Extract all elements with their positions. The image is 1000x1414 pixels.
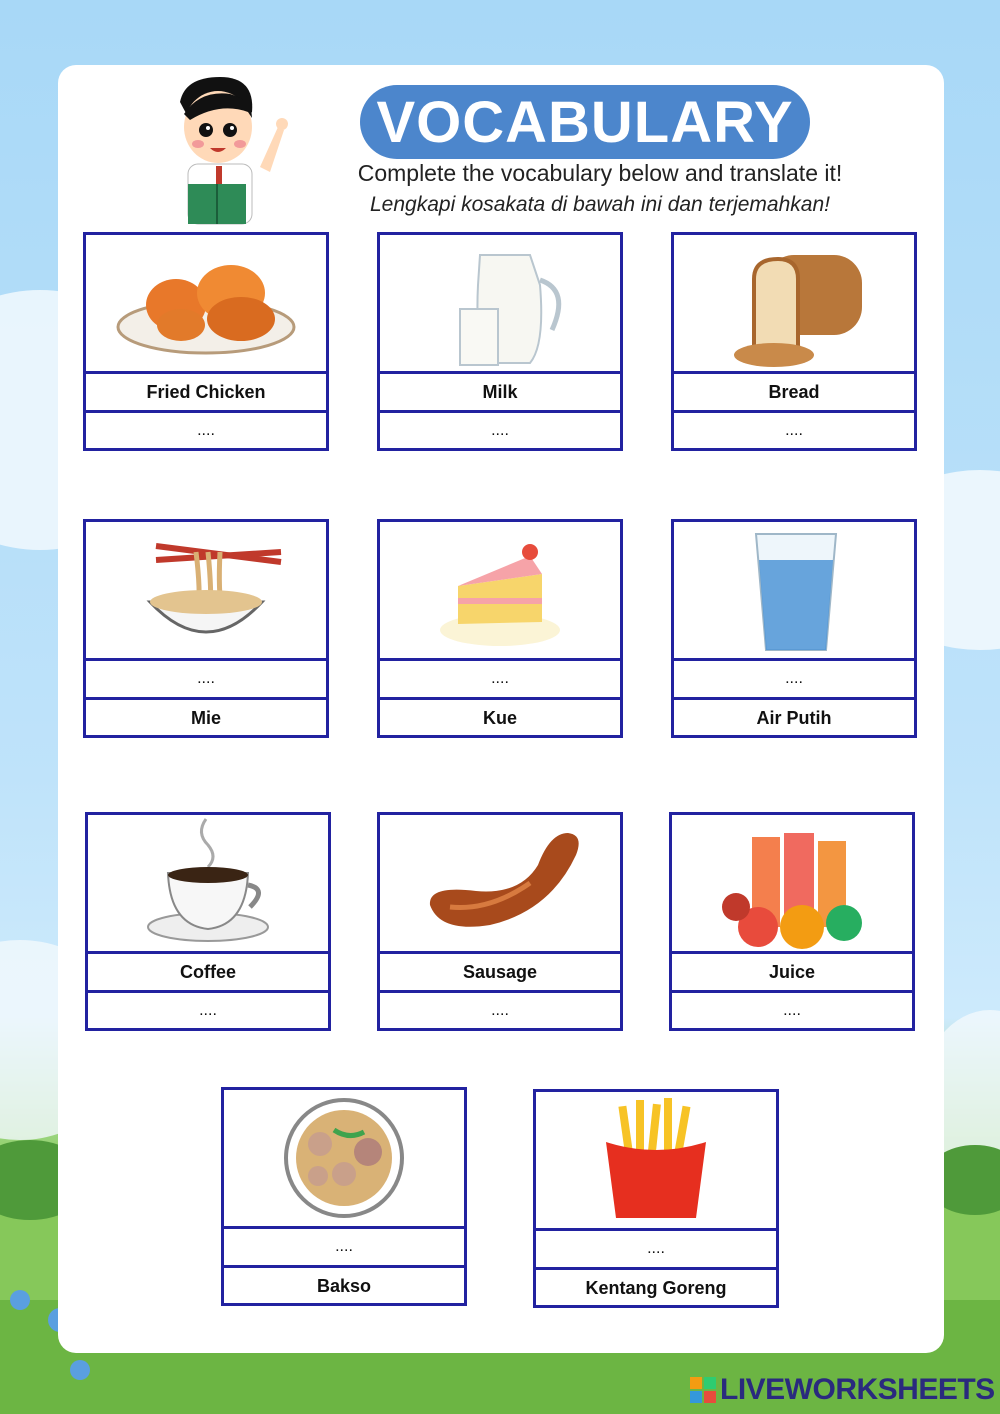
vocab-card <box>671 232 917 451</box>
vocab-card <box>83 519 329 738</box>
vocab-answer-blank[interactable]: .... <box>380 658 620 697</box>
vocab-card <box>377 812 623 1031</box>
vocab-english-label: Milk <box>380 371 620 410</box>
vocab-card <box>377 232 623 451</box>
instruction-indonesian: Lengkapi kosakata di bawah ini dan terjemahkan! <box>370 193 830 216</box>
boy-reading-illustration <box>160 72 305 232</box>
vocab-card <box>83 232 329 451</box>
vocab-card <box>377 519 623 738</box>
vocab-answer-blank[interactable]: .... <box>86 658 326 697</box>
meatball-soup-image <box>224 1090 464 1226</box>
vocab-english-label: Juice <box>672 951 912 990</box>
liveworksheets-icon <box>690 1377 716 1403</box>
fried-chicken-image <box>86 235 326 371</box>
vocab-answer-blank[interactable]: .... <box>380 410 620 449</box>
vocab-answer-blank[interactable]: .... <box>674 410 914 449</box>
cake-image <box>380 522 620 658</box>
vocab-indonesian-label: Bakso <box>224 1265 464 1304</box>
vocab-indonesian-label: Air Putih <box>674 697 914 736</box>
vocab-indonesian-label: Kue <box>380 697 620 736</box>
vocab-answer-blank[interactable]: .... <box>224 1226 464 1265</box>
page-title: VOCABULARY <box>360 85 810 159</box>
vocab-card <box>221 1087 467 1306</box>
vocab-card <box>533 1089 779 1308</box>
vocab-english-label: Fried Chicken <box>86 371 326 410</box>
vocab-answer-blank[interactable]: .... <box>536 1228 776 1267</box>
bread-image <box>674 235 914 371</box>
vocab-answer-blank[interactable]: .... <box>88 990 328 1029</box>
vocab-english-label: Bread <box>674 371 914 410</box>
noodles-image <box>86 522 326 658</box>
vocab-answer-blank[interactable]: .... <box>672 990 912 1029</box>
vocab-answer-blank[interactable]: .... <box>380 990 620 1029</box>
vocab-card <box>671 519 917 738</box>
coffee-image <box>88 815 328 951</box>
french-fries-image <box>536 1092 776 1228</box>
vocab-card <box>85 812 331 1031</box>
vocab-card <box>669 812 915 1031</box>
vocab-indonesian-label: Kentang Goreng <box>536 1267 776 1306</box>
juice-image <box>672 815 912 951</box>
vocab-english-label: Coffee <box>88 951 328 990</box>
liveworksheets-logo <box>690 1372 995 1408</box>
water-glass-image <box>674 522 914 658</box>
vocab-indonesian-label: Mie <box>86 697 326 736</box>
liveworksheets-brand: LIVEWORKSHEETS <box>720 1373 995 1406</box>
sausage-image <box>380 815 620 951</box>
vocab-answer-blank[interactable]: .... <box>674 658 914 697</box>
milk-image <box>380 235 620 371</box>
instruction-english: Complete the vocabulary below and translate it! <box>357 160 843 186</box>
vocab-answer-blank[interactable]: .... <box>86 410 326 449</box>
vocab-english-label: Sausage <box>380 951 620 990</box>
